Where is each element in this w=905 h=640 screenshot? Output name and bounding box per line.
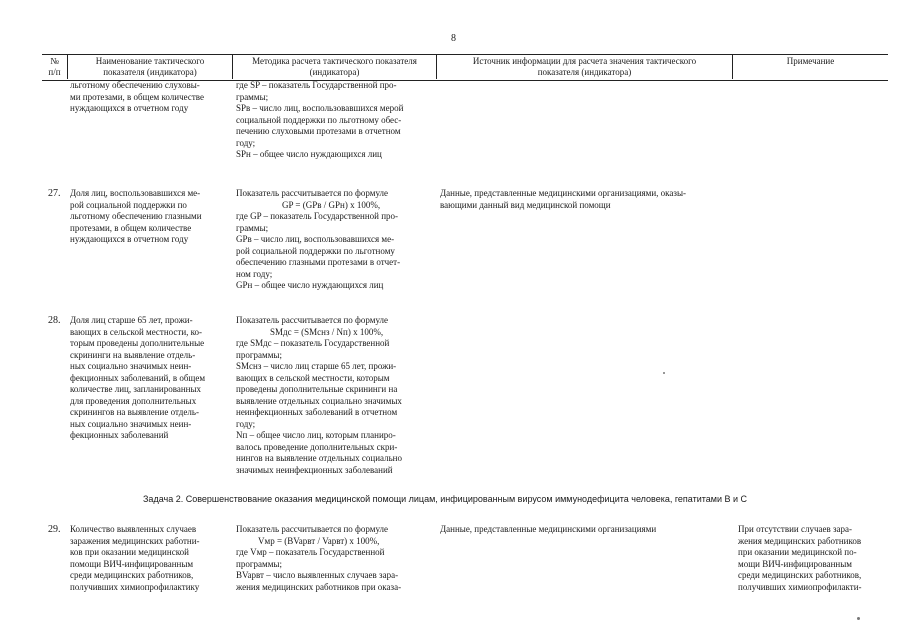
row-cont-method: где SP – показатель Государственной про- граммы; SPв – число лиц, воспользовавшихся мерой социальной поддержки по льготному обес- печению слуховыми протезами в отчетном году; SPн – общее число нуждающихся лиц [236,80,404,159]
header-col-method: Методика расчета тактического показателя (индикатора) [252,56,417,77]
task-2-heading: Задача 2. Совершенствование оказания медицинской помощи лицам, инфицированным вирусом иммунодефицита человека, гепатитами В и С [143,494,748,504]
row-28-method: Показатель рассчитывается по формуле SMдс = (SMснз / Nп) x 100%, где SMдс – показатель Государственной программы; SMснз – число лиц старше 65 лет, прожи- вающих в сельской местности, которым проведены дополнительные скрининги на выявление отдельных социально значимых неинфекционных заболеваний в отчетном году; Nп – общее число лиц, которым планиро- валось проведение дополнительных скри- нингов на выявление отдельных социально значимых неинфекционных заболеваний [236,315,402,475]
row-28-number: 28. [48,315,61,326]
row-29-number: 29. [48,524,61,535]
row-28-name: Доля лиц старше 65 лет, прожи- вающих в сельской местности, ко- торым проведены дополнительные скрининги на выявление отдель- ных социально значимых неин- фекционных заболеваний, в общем количестве лиц, запланированных для проведения дополнительных скринингов на выявление отдель- ных социально значимых неин- фекционных заболеваний [70,315,206,440]
row-27-number: 27. [48,188,61,199]
header-col-note: Примечание [786,56,835,66]
row-27-method: Показатель рассчитывается по формуле GP = (GPв / GPн) x 100%, где GP – показатель Государственной про- граммы; GPв – число лиц, воспользовавшихся ме- рой социальной поддержки по льготному обеспечению глазными протезами в отчет- ном году; GPн – общее число нуждающихся лиц [236,188,401,290]
row-27-source: Данные, представленные медицинскими организациями, оказы- вающими данный вид медицинской помощи [440,188,686,210]
scan-speck [857,617,860,620]
header-col-source: Источник информации для расчета значения тактического показателя (индикатора) [472,56,697,77]
row-29-note: При отсутствии случаев зара- жения медицинских работников при оказании медицинской по- мощи ВИЧ-инфицированным среди медицинских работников, получивших химиопрофилакти- [738,524,862,592]
row-29-source: Данные, представленные медицинскими организациями [440,524,657,534]
header-col-number: № п/п [48,56,61,77]
row-29-name: Количество выявленных случаев заражения медицинских работни- ков при оказании медицинской помощи ВИЧ-инфицированным среди медицинских работников, получивших химиопрофилактику [70,524,200,592]
row-29-method: Показатель рассчитывается по формуле Vмр = (BVapвт / Vapвт) x 100%, где Vмр – показатель Государственной программы; BVapвт – число выявленных случаев зара- жения медицинских работников при оказа- [236,524,402,592]
row-cont-name: льготному обеспечению слуховы- ми протезами, в общем количестве нуждающихся в отчетном году [70,80,204,113]
header-col-name: Наименование тактического показателя (индикатора) [95,56,205,77]
row-27-name: Доля лиц, воспользовавшихся ме- рой социальной поддержки по льготному обеспечению глазными протезами, в общем количестве нуждающихся в отчетном году [70,188,202,244]
page-number: 8 [451,33,456,44]
scan-speck [663,372,665,374]
